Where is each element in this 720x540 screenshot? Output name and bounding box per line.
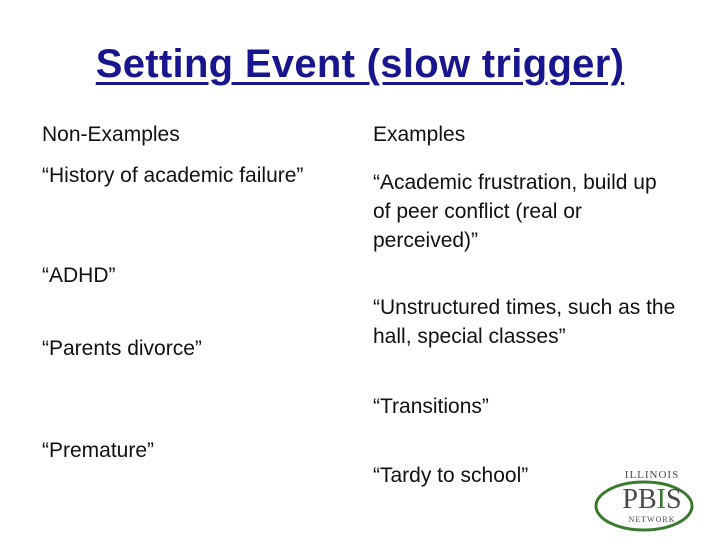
non-examples-header: Non-Examples	[42, 123, 180, 146]
illinois-pbis-network-logo	[592, 458, 710, 536]
example-item: “Unstructured times, such as the hall, special classes”	[373, 296, 676, 348]
logo-pbis-text	[622, 484, 681, 515]
logo-i: I	[656, 484, 666, 515]
logo-pb: PB	[622, 484, 657, 515]
logo-illinois-text: ILLINOIS	[624, 469, 680, 481]
example-item: “Tardy to school”	[373, 464, 529, 487]
non-example-item: “ADHD”	[42, 264, 116, 287]
non-example-item: “Premature”	[42, 439, 155, 462]
logo-s: S	[666, 484, 682, 515]
examples-header: Examples	[373, 123, 466, 146]
non-example-item: “History of academic failure”	[42, 164, 304, 187]
slide-title: Setting Event (slow trigger)	[95, 42, 625, 86]
non-example-item: “Parents divorce”	[42, 337, 202, 360]
example-item: “Transitions”	[373, 395, 489, 418]
example-item: “Academic frustration, build up of peer conflict (real or perceived)”	[373, 171, 657, 252]
logo-network-text: NETWORK	[628, 515, 676, 524]
